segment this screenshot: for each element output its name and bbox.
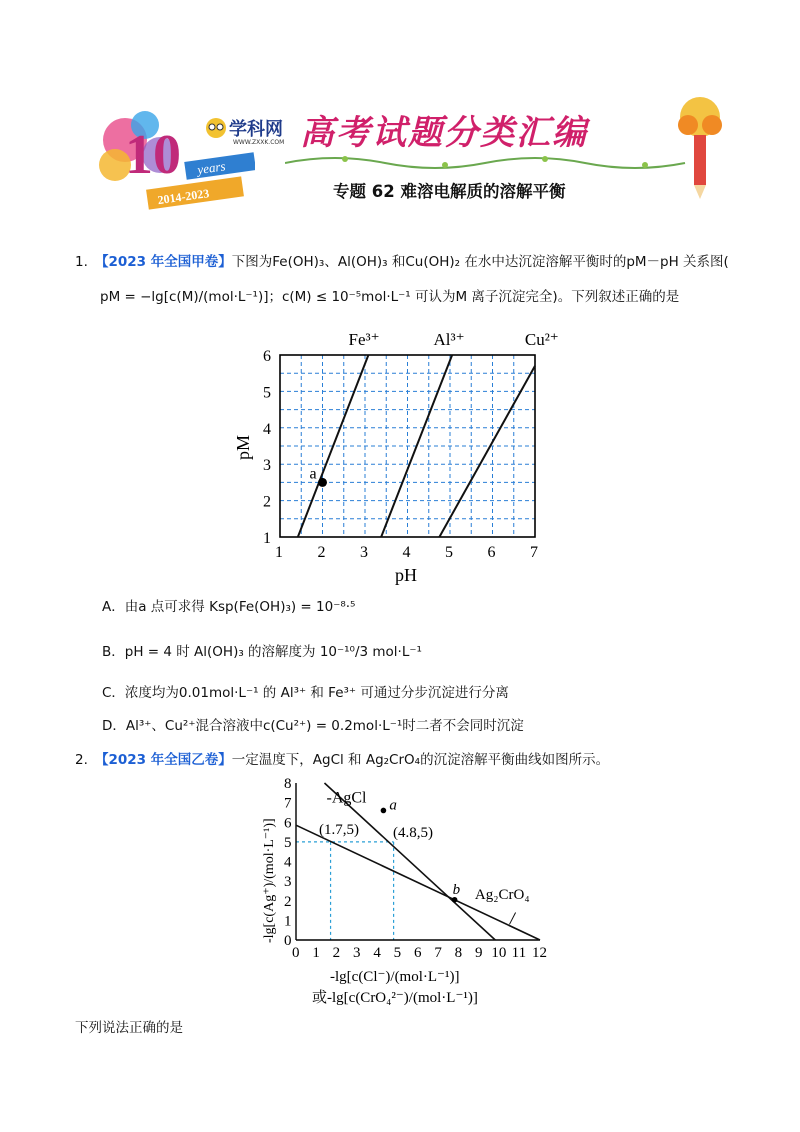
c1-ytick-label: 1: [263, 530, 271, 547]
q1-option-d: D．Al³⁺、Cu²⁺混合溶液中c(Cu²⁺) = 0.2mol·L⁻¹时二者不会同时沉淀: [102, 718, 524, 734]
c1-xtick-label: 7: [530, 544, 538, 561]
c2-xtick-label: 12: [532, 945, 547, 961]
c2-ytick-label: 4: [284, 854, 292, 871]
c2-xtick-label: 0: [292, 945, 300, 961]
c1-series-line: [439, 366, 535, 537]
c2-annotation-2: (4.8,5): [393, 825, 433, 841]
c2-ytick-label: 7: [284, 795, 292, 812]
c2-annotation-1: (1.7,5): [319, 822, 359, 838]
c2-series-label: -AgCl: [326, 789, 367, 807]
c1-ytick-label: 6: [263, 348, 271, 365]
c2-series-label: Ag₂CrO₄: [474, 886, 530, 903]
c2-xtick-label: 1: [312, 945, 320, 961]
anniversary-number: 10: [125, 124, 181, 186]
q2-trailing: 下列说法正确的是: [75, 1020, 183, 1036]
c1-xtick-label: 5: [445, 544, 453, 561]
c2-xlabel-1: -lg[c(Cl⁻)/(mol·L⁻¹)]: [330, 969, 460, 985]
c2-xtick-label: 2: [332, 945, 341, 961]
c2-ytick-label: 6: [284, 815, 292, 832]
c2-ytick-label: 1: [284, 913, 292, 930]
c1-ytick-label: 2: [263, 493, 271, 511]
c1-series-label: Cu²⁺: [524, 330, 559, 349]
c2-label-leader: [510, 913, 516, 925]
c2-point-label: a: [389, 797, 397, 814]
logo-text: 学科网: [229, 119, 283, 140]
q1-option-c: C．浓度均为0.01mol·L⁻¹ 的 Al³⁺ 和 Fe³⁺ 可通过分步沉淀进行分离: [102, 685, 509, 701]
c1-xtick-label: 2: [317, 544, 326, 561]
q2-number: 2.: [75, 752, 88, 768]
q1-option-a: A．由a 点可求得 Ksp(Fe(OH)₃) = 10⁻⁸·⁵: [102, 599, 356, 615]
c2-xtick-label: 8: [454, 945, 463, 961]
ph-pm-chart: [225, 325, 595, 585]
c1-ytick-label: 3: [263, 457, 271, 475]
c2-ytick-label: 5: [284, 834, 292, 851]
c1-xtick-label: 4: [402, 544, 411, 561]
c2-ytick-label: 8: [284, 776, 292, 792]
c1-xtick-label: 1: [275, 544, 283, 561]
c1-ytick-label: 5: [263, 384, 271, 402]
banner-title: 高考试题分类汇编: [300, 113, 588, 153]
c2-xtick-label: 3: [353, 945, 361, 961]
c2-ytick-label: 2: [284, 893, 292, 910]
q1-option-b: B．pH = 4 时 Al(OH)₃ 的溶解度为 10⁻¹⁰/3 mol·L⁻¹: [102, 644, 422, 660]
pencil-tree-icon: [670, 95, 730, 205]
c1-point: [318, 478, 327, 487]
topic-title: 专题 62 难溶电解质的溶解平衡: [333, 182, 566, 201]
logo-url: WWW.ZXXK.COM: [233, 139, 285, 146]
c1-series-label: Al³⁺: [433, 330, 465, 349]
c2-point: [452, 897, 458, 903]
q1-stem-line2: pM = −lg[c(M)/(mol·L⁻¹)]；c(M) ≤ 10⁻⁵mol·L⁻¹ 可认为M 离子沉淀完全)。下列叙述正确的是: [100, 289, 680, 305]
c2-xtick-label: 9: [475, 945, 483, 961]
c1-xlabel: pH: [395, 565, 417, 585]
c2-ytick-label: 3: [284, 874, 292, 891]
c2-ylabel: -lg[c(Ag⁺)/(mol·L⁻¹)]: [262, 818, 277, 943]
c2-xtick-label: 11: [511, 945, 527, 961]
c2-xtick-label: 6: [414, 945, 422, 961]
q1-stem-text1: 下图为Fe(OH)₃、Al(OH)₃ 和Cu(OH)₂ 在水中达沉淀溶解平衡时的pM－pH 关系图(: [231, 254, 729, 270]
q1-number: 1.: [75, 254, 88, 270]
c1-point-label: a: [309, 465, 317, 483]
c2-point-label: b: [452, 881, 461, 898]
c1-xtick-label: 3: [360, 544, 368, 561]
c2-xlabel-2: 或-lg[c(CrO₄²⁻)/(mol·L⁻¹)]: [312, 990, 478, 1006]
logo-mark: [205, 115, 300, 155]
q2-stem-text: 一定温度下，AgCl 和 Ag₂CrO₄的沉淀溶解平衡曲线如图所示。: [231, 752, 610, 768]
vine-decoration: [285, 153, 705, 173]
c2-ytick-label: 0: [284, 933, 292, 949]
q1-tag: 【2023 年全国甲卷】: [95, 254, 232, 270]
c1-ytick-label: 4: [263, 420, 271, 438]
anniversary-range: 2014-2023: [156, 186, 211, 208]
q1-stem-line1: [95, 252, 729, 272]
c2-series-line: [296, 825, 540, 940]
owl-icon: [205, 117, 227, 139]
q2-stem: [95, 750, 609, 770]
c2-xtick-label: 4: [373, 945, 381, 961]
c1-series-label: Fe³⁺: [348, 330, 380, 349]
c1-xtick-label: 6: [487, 544, 496, 561]
c2-xtick-label: 10: [491, 945, 507, 961]
q2-tag: 【2023 年全国乙卷】: [95, 752, 232, 768]
anniversary-word: years: [196, 158, 227, 178]
c1-ylabel: pM: [233, 434, 253, 460]
header-banner: [85, 95, 730, 215]
agcl-ag2cro4-chart: [255, 775, 575, 1010]
c2-xtick-label: 7: [434, 945, 442, 961]
c2-point: [381, 808, 387, 814]
c2-xtick-label: 5: [393, 945, 402, 961]
anniversary-logo: [85, 95, 255, 215]
